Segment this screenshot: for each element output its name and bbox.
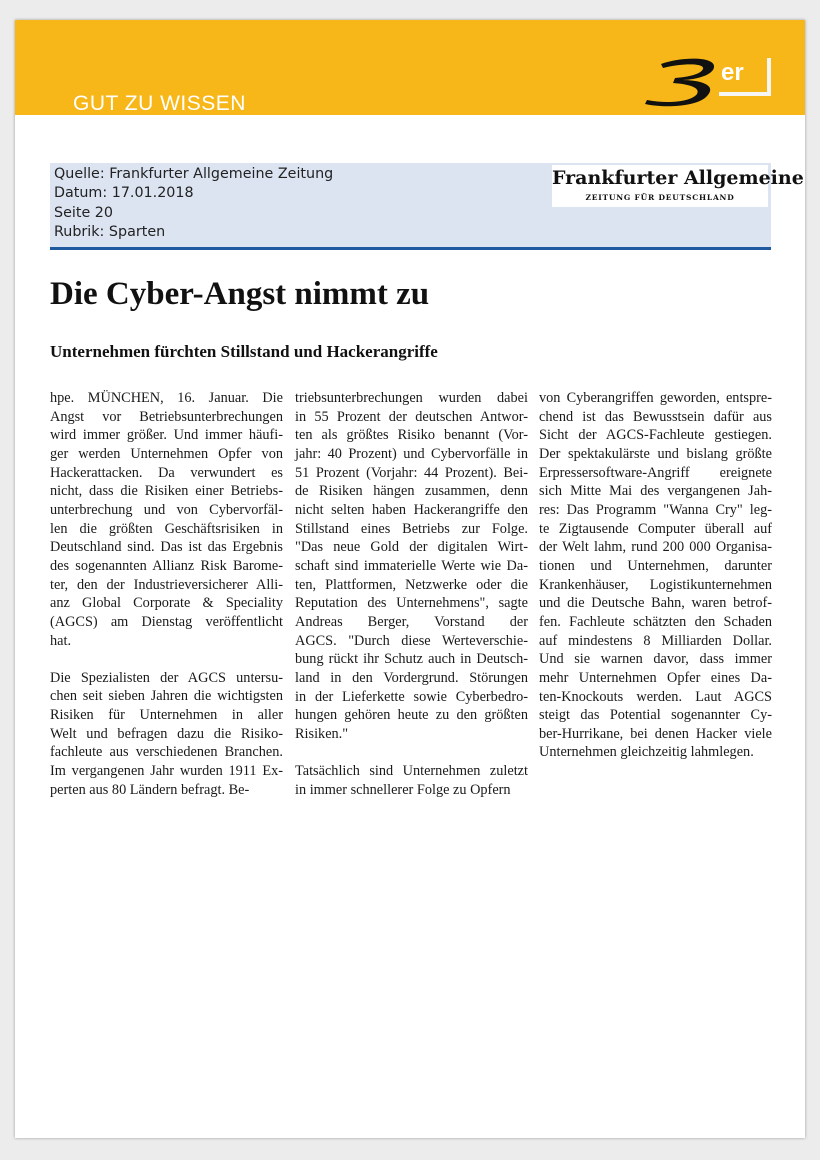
article-line: mehr Unternehmen Opfer eines Da- [539,669,772,686]
article-line: hpe. MÜNCHEN, 16. Januar. Die [50,390,283,406]
paragraph-gap [295,743,528,762]
article-line: AGCS. "Durch diese Werteverschie- [295,632,528,649]
article-line: sich Mitte Mai des vergangenen Jah- [539,483,772,500]
article-line: te Zigtausende Computer überall auf [539,520,772,537]
document-page [15,20,805,1138]
article-line: Deutschland sind. Das ist das Ergebnis [50,539,283,556]
article-line: nicht, dass die Risiken einer Betriebs- [50,483,283,500]
article-column-3 [539,389,772,762]
article-line: des sogenannten Allianz Risk Barome- [50,557,283,574]
article-line: Unternehmen gleichzeitig lahmlegen. [539,744,754,761]
article-line: Im vergangenen Jahr wurden 1911 Ex- [50,763,283,780]
article-line: ten, Plattformen, Netzwerke oder die [295,576,528,593]
article-line: Reputation des Unternehmens", sagte [295,595,528,612]
article-line: nicht selten haben Hackerangriffe den [295,501,528,518]
article-line: bung rückt ihr Schutz auch in Deutsch- [295,651,528,668]
article-line: schaft sind immaterielle Werte wie Da- [295,557,528,574]
svg-text:er: er [721,59,744,86]
article-line: tionen und Unternehmen, darunter [539,557,772,574]
article-line: hungen gehören heute zu den größten [295,707,528,724]
date-line: Datum: 17.01.2018 [54,185,194,202]
article-line: Erpressersoftware-Angriff ereignete [539,464,772,481]
article-line: Krankenhäuser, Logistikunternehmen [539,576,772,593]
publisher-logo-tagline: ZEITUNG FÜR DEUTSCHLAND [585,193,735,202]
article-line: auf mindestens 8 Milliarden Dollar. [539,632,772,649]
publisher-logo [552,165,804,207]
article-line: "Das neue Gold der digitalen Wirt- [295,539,528,556]
article-line: len die größten Geschäftsrisiken in [50,520,283,537]
article-line: Die Spezialisten der AGCS untersu- [50,669,283,686]
section-title: GUT ZU WISSEN [73,92,246,115]
article-line: wird immer größer. Und immer häufi- [50,427,283,444]
article-line: ter, den der Industrieversicherer Alli- [50,576,283,593]
category-line: Rubrik: Sparten [54,223,166,240]
article-line: hat. [50,632,72,649]
article-line: ten als größtes Risiko benannt (Vor- [295,427,528,444]
article-line: unterbrechung und von Cybervorfäl- [50,501,283,518]
article-line: ger werden Unternehmen Opfer von [50,445,283,462]
article-line: Und sie warnen davor, dass immer [539,651,772,668]
source-info-lines [54,165,333,242]
article-line: de Risiken hängen zusammen, denn [295,483,528,500]
article-line: Angst vor Betriebsunterbrechungen [50,408,283,425]
page-line: Seite 20 [54,204,113,221]
article-line: von Cyberangriffen geworden, entspre- [539,390,772,406]
source-line: Quelle: Frankfurter Allgemeine Zeitung [54,166,334,182]
article-line: Hackerattacken. Da verwundert es [50,464,283,481]
article-line: fen. Fachleute schätzten den Schaden [539,613,772,630]
article-line: (AGCS) am Dienstag veröffentlicht [50,613,283,630]
publisher-logo-name: Frankfurter Allgemeine [552,167,804,189]
article-line: chend ist das Bewusstsein dafür aus [539,408,772,425]
article-line: ber-Hurrikane, bei denen Hacker viele [539,725,772,742]
article-line: chen seit sieben Jahren die wichtigsten [50,688,283,705]
article-line: der Welt lahm, rund 200 000 Organisa- [539,539,772,556]
article-line: Risiken." [295,725,349,742]
article-headline: Die Cyber-Angst nimmt zu [50,276,430,312]
article-line: fachleute aus verschiedenen Branchen. [50,744,283,761]
article-line: Welt und befragen dazu die Risiko- [50,725,283,742]
article-line: 51 Prozent (Vorjahr: 44 Prozent). Bei- [295,464,528,481]
article-line: res: Das Programm "Wanna Cry" leg- [539,501,772,518]
article-line: jahr: 40 Prozent) und Cybervorfälle in [295,445,528,462]
article-line: Tatsächlich sind Unternehmen zuletzt [295,763,528,780]
article-line: Risiken für Unternehmen in aller [50,707,283,724]
header-banner [15,20,805,115]
paragraph-gap [50,650,283,669]
article-line: in der Lieferkette sowie Cyberbedro- [295,688,528,705]
article-line: land in den Vordergrund. Störungen [295,669,528,686]
article-column-2 [295,389,528,799]
article-line: in immer schnellerer Folge zu Opfern [295,781,511,798]
article-line: anz Global Corporate & Speciality [50,595,283,612]
article-line: Sicht der AGCS-Fachleute gestiegen. [539,427,772,444]
article-line: Andreas Berger, Vorstand der [295,613,528,630]
article-line: in 55 Prozent der deutschen Antwor- [295,408,528,425]
brand-logo-3er [643,50,773,110]
article-line: Der spektakulärste und bislang größte [539,445,772,462]
article-line: perten aus 80 Ländern befragt. Be- [50,781,250,798]
article-line: ten-Knockouts werden. Laut AGCS [539,688,772,705]
article-subheadline: Unternehmen fürchten Stillstand und Hackerangriffe [50,342,438,361]
article-line: Stillstand eines Betriebs zur Folge. [295,520,528,537]
article-column-1 [50,389,283,799]
article-line: steigt das Potential sogenannter Cy- [539,707,772,724]
article-line: triebsunterbrechungen wurden dabei [295,390,528,406]
article-line: und die Deutsche Bahn, waren betrof- [539,595,772,612]
source-info-box [50,163,804,250]
